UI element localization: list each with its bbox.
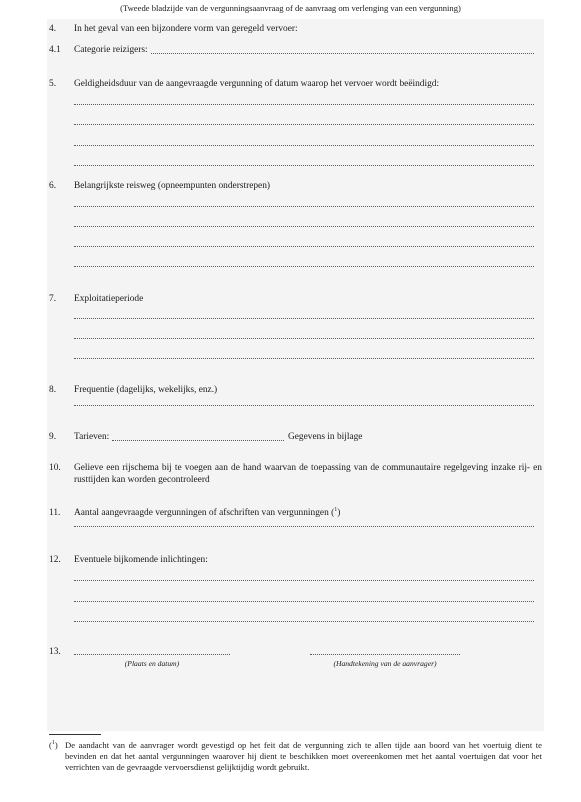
footnote-divider	[49, 734, 101, 735]
info-line-3[interactable]	[74, 621, 534, 622]
info-line-1[interactable]	[74, 580, 534, 581]
permits-count-line[interactable]	[74, 526, 534, 527]
item-9-annex-label: Gegevens in bijlage	[288, 432, 363, 442]
period-line-1[interactable]	[74, 318, 534, 319]
info-line-2[interactable]	[74, 601, 534, 602]
item-4-label: In het geval van een bijzondere vorm van geregeld vervoer:	[74, 24, 298, 34]
validity-line-2[interactable]	[74, 124, 534, 125]
item-11-number: 11.	[49, 508, 61, 518]
item-13-number: 13.	[49, 647, 61, 657]
signature-caption: (Handtekening van de aanvrager)	[333, 659, 437, 668]
footnote-mark: ($^1$)	[49, 740, 58, 750]
signature-field[interactable]	[310, 654, 460, 655]
item-4-1-number: 4.1	[49, 45, 61, 55]
item-10-number: 10.	[49, 463, 61, 473]
tariffs-field[interactable]	[112, 440, 284, 441]
item-5-number: 5.	[49, 79, 57, 89]
item-7-label: Exploitatieperiode	[74, 294, 144, 304]
item-12-label: Eventuele bijkomende inlichtingen:	[74, 555, 208, 565]
item-5-label: Geldigheidsduur van de aangevraagde vergunning of datum waarop het vervoer wordt beëindigd:	[74, 79, 440, 89]
footnote-ref: 1	[334, 506, 338, 513]
item-9-number: 9.	[49, 432, 57, 442]
item-9-label: Tarieven:	[74, 432, 110, 442]
frequency-line[interactable]	[74, 405, 534, 406]
validity-line-3[interactable]	[74, 145, 534, 146]
item-6-number: 6.	[49, 181, 57, 191]
validity-line-1[interactable]	[74, 104, 534, 105]
item-4-number: 4.	[49, 24, 57, 34]
item-12-number: 12.	[49, 555, 61, 565]
validity-line-4[interactable]	[74, 165, 534, 166]
period-line-3[interactable]	[74, 358, 534, 359]
footnote-text: De aandacht van de aanvrager wordt gevestigd op het feit dat de vergunning zich te allen tijde aan boord van het voertuig dient te bevinden en dat het aantal vergunningen waarover hij dient te beschikken moet overeenkomen met het aantal voertuigen dat voor het verrichten van de gevraagde vervoersdienst gelijktijdig wordt gebruikt.	[65, 740, 542, 772]
item-7-number: 7.	[49, 294, 57, 304]
passenger-category-field[interactable]	[151, 53, 534, 54]
item-11-label: Aantal aangevraagde vergunningen of afschriften van vergunningen ($^1$)	[74, 506, 341, 518]
item-4-1-label: Categorie reizigers:	[74, 45, 148, 55]
period-line-2[interactable]	[74, 338, 534, 339]
route-line-1[interactable]	[74, 206, 534, 207]
route-line-4[interactable]	[74, 266, 534, 267]
route-line-2[interactable]	[74, 226, 534, 227]
route-line-3[interactable]	[74, 246, 534, 247]
item-10-label: Gelieve een rijschema bij te voegen aan de hand waarvan de toepassing van de communautaire regelgeving inzake rij- en rusttijden kan worden gecontroleerd	[74, 463, 542, 485]
item-6-label: Belangrijkste reisweg (opneempunten onderstrepen)	[74, 181, 271, 191]
form-panel	[47, 19, 544, 731]
item-8-number: 8.	[49, 385, 57, 395]
place-date-caption: (Plaats en datum)	[124, 659, 180, 668]
item-8-label: Frequentie (dagelijks, wekelijks, enz.)	[74, 385, 218, 395]
page-header: (Tweede bladzijde van de vergunningsaanvraag of de aanvraag om verlenging van een vergunning)	[120, 3, 461, 13]
place-date-field[interactable]	[74, 654, 230, 655]
